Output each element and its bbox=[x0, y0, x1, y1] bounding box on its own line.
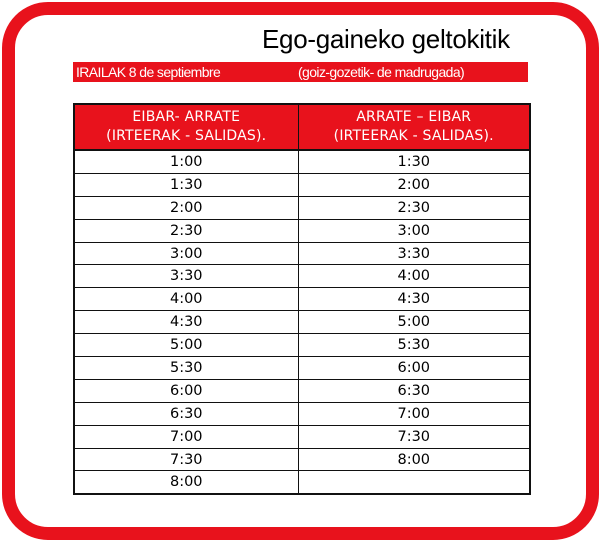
table-row bbox=[74, 219, 530, 242]
date-banner bbox=[73, 62, 528, 82]
table-row bbox=[74, 334, 530, 357]
eibar-arrate-departure-time: 6:00 bbox=[74, 379, 298, 402]
eibar-arrate-departure-time: 2:30 bbox=[74, 219, 298, 242]
table-header-row bbox=[74, 104, 530, 150]
table-row bbox=[74, 402, 530, 425]
table-row bbox=[74, 265, 530, 288]
eibar-arrate-departure-time: 1:00 bbox=[74, 150, 298, 173]
eibar-arrate-departure-time: 3:00 bbox=[74, 242, 298, 265]
arrate-eibar-departure-time: 3:00 bbox=[298, 219, 530, 242]
eibar-arrate-departure-time: 2:00 bbox=[74, 196, 298, 219]
eibar-arrate-departure-time: 4:00 bbox=[74, 288, 298, 311]
table-row bbox=[74, 288, 530, 311]
header-departures-label: (IRTEERAK - SALIDAS). bbox=[333, 128, 494, 144]
arrate-eibar-departure-time: 7:00 bbox=[298, 402, 530, 425]
arrate-eibar-departure-time bbox=[298, 471, 530, 494]
date-label: IRAILAK 8 de septiembre bbox=[76, 64, 221, 80]
eibar-arrate-departure-time: 3:30 bbox=[74, 265, 298, 288]
table-row bbox=[74, 196, 530, 219]
arrate-eibar-departure-time: 2:00 bbox=[298, 173, 530, 196]
page-title: Ego-gaineko geltokitik bbox=[262, 24, 510, 54]
table-row bbox=[74, 311, 530, 334]
arrate-eibar-departure-time: 2:30 bbox=[298, 196, 530, 219]
table-row bbox=[74, 379, 530, 402]
table-row bbox=[74, 448, 530, 471]
eibar-arrate-departure-time: 4:30 bbox=[74, 311, 298, 334]
arrate-eibar-departure-time: 6:30 bbox=[298, 379, 530, 402]
arrate-eibar-departure-time: 5:30 bbox=[298, 334, 530, 357]
arrate-eibar-departure-time: 8:00 bbox=[298, 448, 530, 471]
header-departures-label: (IRTEERAK - SALIDAS). bbox=[106, 128, 267, 144]
header-route-label: ARRATE – EIBAR bbox=[356, 109, 472, 125]
header-arrate-eibar bbox=[298, 104, 530, 150]
arrate-eibar-departure-time: 1:30 bbox=[298, 150, 530, 173]
arrate-eibar-departure-time: 5:00 bbox=[298, 311, 530, 334]
eibar-arrate-departure-time: 5:30 bbox=[74, 357, 298, 380]
table-row bbox=[74, 357, 530, 380]
table-row bbox=[74, 150, 530, 173]
eibar-arrate-departure-time: 7:00 bbox=[74, 425, 298, 448]
table-row bbox=[74, 242, 530, 265]
arrate-eibar-departure-time: 4:00 bbox=[298, 265, 530, 288]
table-row bbox=[74, 425, 530, 448]
header-route-label: EIBAR- ARRATE bbox=[132, 109, 241, 125]
time-of-day-note: (goiz-gozetik- de madrugada) bbox=[298, 64, 465, 80]
table-row bbox=[74, 173, 530, 196]
eibar-arrate-departure-time: 7:30 bbox=[74, 448, 298, 471]
header-eibar-arrate bbox=[74, 104, 298, 150]
arrate-eibar-departure-time: 6:00 bbox=[298, 357, 530, 380]
eibar-arrate-departure-time: 8:00 bbox=[74, 471, 298, 494]
schedule-table bbox=[73, 103, 531, 495]
eibar-arrate-departure-time: 1:30 bbox=[74, 173, 298, 196]
arrate-eibar-departure-time: 7:30 bbox=[298, 425, 530, 448]
table-row bbox=[74, 471, 530, 494]
eibar-arrate-departure-time: 5:00 bbox=[74, 334, 298, 357]
arrate-eibar-departure-time: 3:30 bbox=[298, 242, 530, 265]
eibar-arrate-departure-time: 6:30 bbox=[74, 402, 298, 425]
arrate-eibar-departure-time: 4:30 bbox=[298, 288, 530, 311]
